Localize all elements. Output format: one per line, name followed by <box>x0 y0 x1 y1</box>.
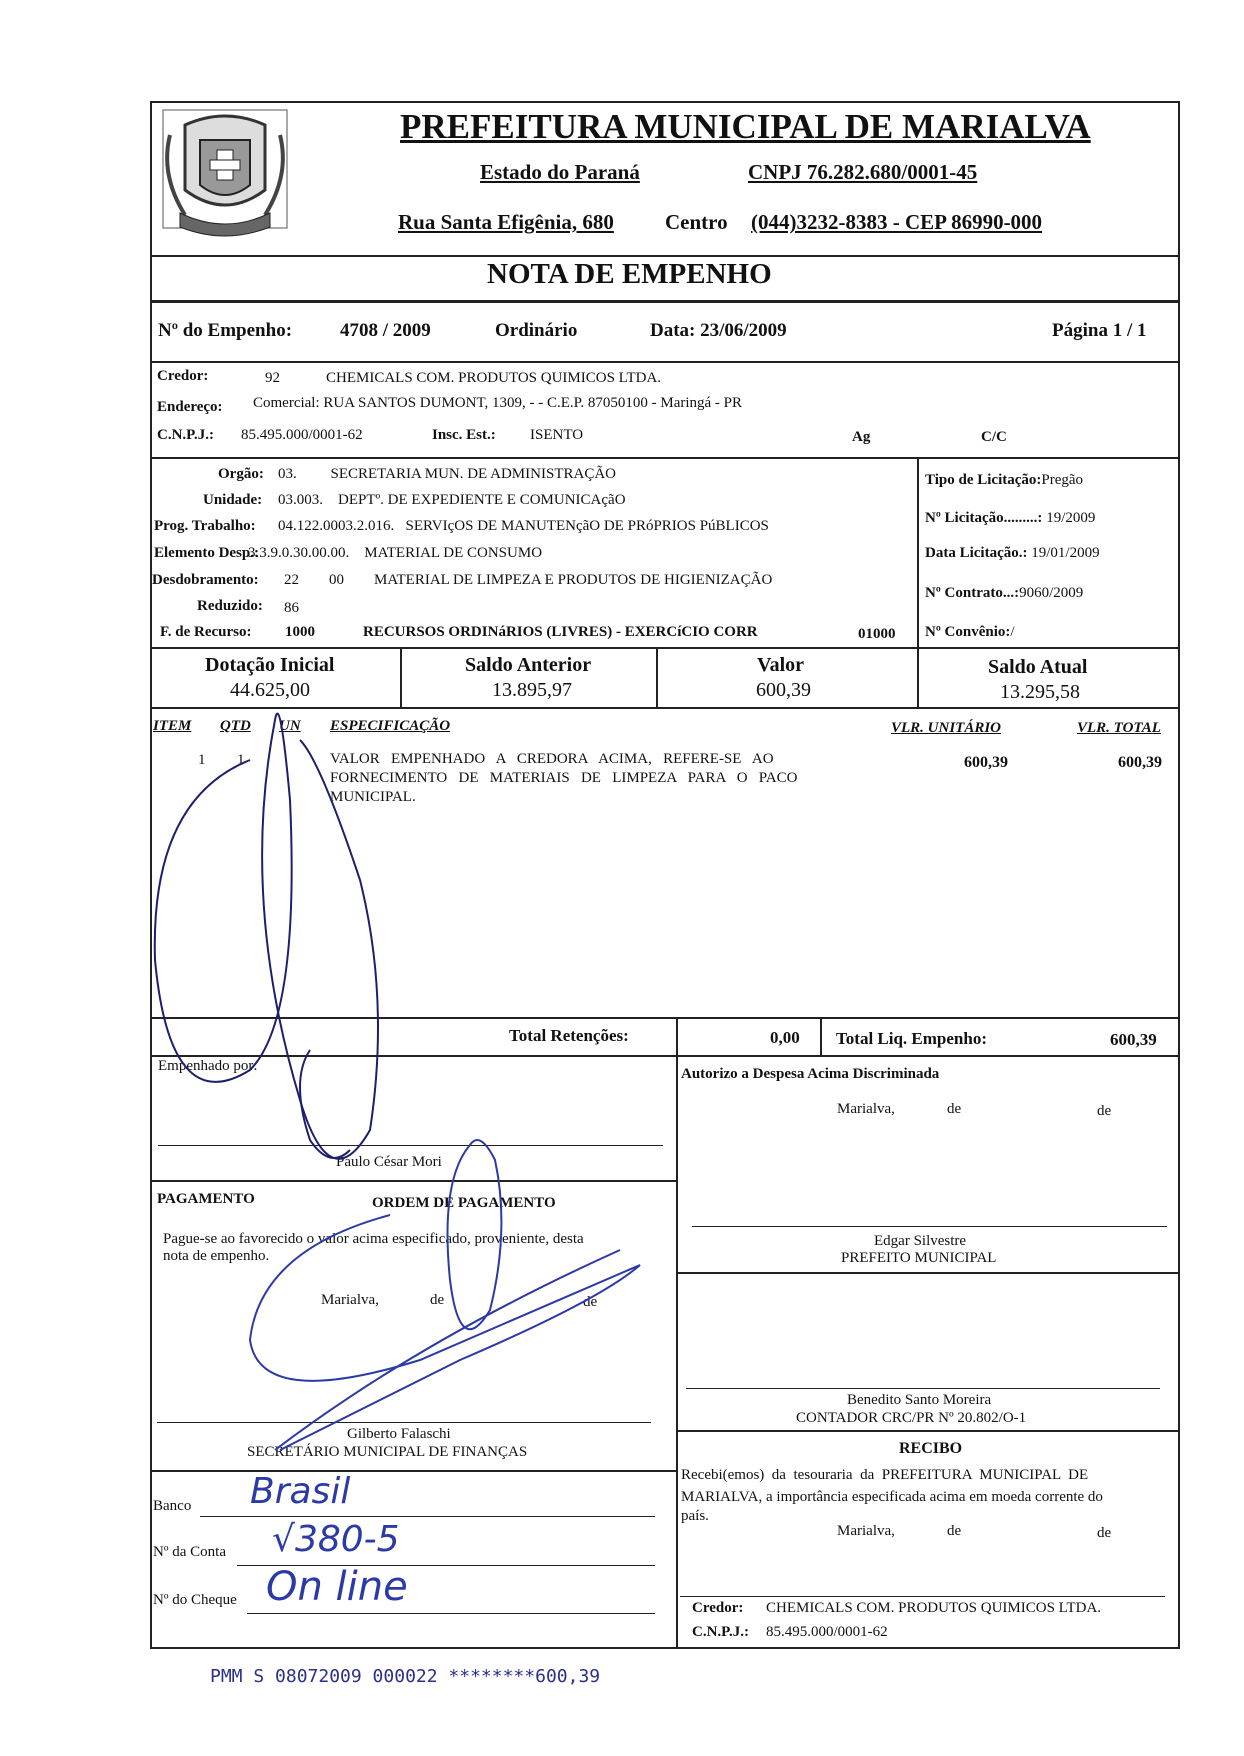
valor-label: Valor <box>757 654 805 676</box>
col-total: VLR. TOTAL <box>1077 720 1161 736</box>
licitacao-contrato: Nº Contrato...:9060/2009 <box>925 585 1084 601</box>
recibo-text-line1: Recebi(emos) da tesouraria da PREFEITURA MUNICIPAL DE <box>681 1467 1089 1483</box>
credor-name: CHEMICALS COM. PRODUTOS QUIMICOS LTDA. <box>326 370 662 386</box>
pagamento-text-line1: Pague-se ao favorecido o valor acima especificado, proveniente, desta <box>163 1231 584 1247</box>
page-number: Página 1 / 1 <box>1052 320 1147 341</box>
autorizo-de1: de <box>947 1101 962 1117</box>
liq-label: Total Liq. Empenho: <box>836 1029 987 1048</box>
dotacao-value: 44.625,00 <box>230 679 310 701</box>
licitacao-num: Nº Licitação.........: 19/2009 <box>925 510 1096 526</box>
empenhado-label: Empenhado por: <box>158 1058 258 1074</box>
atual-label: Saldo Atual <box>988 656 1088 678</box>
contador-role: CONTADOR CRC/PR Nº 20.802/O-1 <box>796 1410 1027 1426</box>
insc-label: Insc. Est.: <box>432 427 496 443</box>
pagamento-label: PAGAMENTO <box>157 1191 255 1207</box>
cheque-handwritten: On line <box>266 1564 408 1610</box>
recibo-credor-label: Credor: <box>692 1600 744 1616</box>
cheque-label: Nº do Cheque <box>153 1592 237 1608</box>
liq-value: 600,39 <box>1110 1030 1157 1049</box>
pagamento-de2: de <box>583 1294 598 1310</box>
recibo-place: Marialva, <box>837 1523 895 1539</box>
doc-title: NOTA DE EMPENHO <box>487 258 772 290</box>
district: Centro <box>665 210 728 234</box>
state-name: Estado do Paraná <box>480 160 640 184</box>
item-number: 1 <box>198 752 206 768</box>
recibo-de1: de <box>947 1523 962 1539</box>
secretario-name: Gilberto Falaschi <box>347 1426 451 1442</box>
conta-handwritten: √380-5 <box>272 1519 400 1560</box>
item-total-value: 600,39 <box>1118 754 1162 771</box>
prefeito-role: PREFEITO MUNICIPAL <box>841 1250 997 1266</box>
dotacao-label: Dotação Inicial <box>205 654 335 676</box>
retencoes-label: Total Retenções: <box>509 1026 629 1045</box>
orgao-label: Orgão: <box>218 466 264 482</box>
insc-value: ISENTO <box>530 427 584 443</box>
empenho-number: 4708 / 2009 <box>340 320 431 341</box>
pagamento-de1: de <box>430 1292 445 1308</box>
col-un: UN <box>279 718 301 734</box>
autorizo-label: Autorizo a Despesa Acima Discriminada <box>681 1066 940 1082</box>
phone-cep: (044)3232-8383 - CEP 86990-000 <box>751 210 1043 234</box>
cnpj-label: C.N.P.J.: <box>157 427 214 443</box>
cc-label: C/C <box>981 429 1007 445</box>
col-qtd: QTD <box>220 718 251 734</box>
recurso-num: 01000 <box>858 626 896 642</box>
item-spec-line2: FORNECIMENTO DE MATERIAIS DE LIMPEZA PARA O PACO <box>330 770 798 786</box>
prefeito-name: Edgar Silvestre <box>874 1233 967 1249</box>
recurso-code: 1000 <box>285 624 315 640</box>
cnpj-header: CNPJ 76.282.680/0001-45 <box>748 160 978 184</box>
recibo-text-line2: MARIALVA, a importância especificada acima em moeda corrente do <box>681 1489 1103 1505</box>
recibo-cnpj: 85.495.000/0001-62 <box>766 1624 888 1640</box>
empenho-date: Data: 23/06/2009 <box>650 320 787 341</box>
secretario-role: SECRETÁRIO MUNICIPAL DE FINANÇAS <box>247 1444 528 1460</box>
atual-value: 13.295,58 <box>1000 681 1080 703</box>
empenhado-name: Paulo César Mori <box>336 1154 442 1170</box>
empenho-label: Nº do Empenho: <box>158 320 293 341</box>
recibo-cnpj-label: C.N.P.J.: <box>692 1624 749 1640</box>
ordem-pagamento-title: ORDEM DE PAGAMENTO <box>372 1195 556 1211</box>
prog-value: 04.122.0003.2.016. SERVIçOS DE MANUTENçãO DE PRóPRIOS PúBLICOS <box>278 518 769 534</box>
contador-name: Benedito Santo Moreira <box>847 1392 992 1408</box>
anterior-value: 13.895,97 <box>492 679 572 701</box>
recurso-label: F. de Recurso: <box>160 624 252 640</box>
recibo-text-line3: país. <box>681 1508 709 1524</box>
banco-label: Banco <box>153 1498 192 1514</box>
empenho-type: Ordinário <box>495 320 578 341</box>
reduzido-value: 86 <box>284 600 299 616</box>
street-address: Rua Santa Efigênia, 680 <box>398 210 614 234</box>
licitacao-convenio: Nº Convênio:/ <box>925 624 1015 640</box>
prog-label: Prog. Trabalho: <box>154 518 256 534</box>
licitacao-tipo: Tipo de Licitação:Pregão <box>925 472 1084 488</box>
payment-stamp: PMM S 08072009 000022 ********600,39 <box>210 1666 601 1687</box>
credor-label: Credor: <box>157 368 209 384</box>
anterior-label: Saldo Anterior <box>465 654 592 676</box>
item-spec-line1: VALOR EMPENHADO A CREDORA ACIMA, REFERE-SE AO <box>330 751 774 767</box>
col-item: ITEM <box>153 718 192 734</box>
col-spec: ESPECIFICAÇÃO <box>330 718 451 734</box>
item-spec-line3: MUNICIPAL. <box>330 789 416 805</box>
credor-code: 92 <box>265 370 280 386</box>
recibo-title: RECIBO <box>899 1440 963 1457</box>
col-unit: VLR. UNITÁRIO <box>891 720 1002 736</box>
pagamento-text-line2: nota de empenho. <box>163 1248 270 1264</box>
banco-handwritten: Brasil <box>250 1471 351 1512</box>
page-title: PREFEITURA MUNICIPAL DE MARIALVA <box>400 107 1091 146</box>
recibo-credor-name: CHEMICALS COM. PRODUTOS QUIMICOS LTDA. <box>766 1600 1102 1616</box>
licitacao-data: Data Licitação.: 19/01/2009 <box>925 545 1100 561</box>
autorizo-de2: de <box>1097 1103 1112 1119</box>
elem-value: 3.3.9.0.30.00.00. MATERIAL DE CONSUMO <box>248 545 543 561</box>
autorizo-place: Marialva, <box>837 1101 895 1117</box>
address-label: Endereço: <box>157 399 223 415</box>
ag-label: Ag <box>852 429 871 445</box>
recibo-de2: de <box>1097 1525 1112 1541</box>
desdob-label: Desdobramento: <box>152 572 259 588</box>
orgao-value: 03. SECRETARIA MUN. DE ADMINISTRAÇÃO <box>278 466 616 482</box>
valor-value: 600,39 <box>756 679 811 701</box>
pagamento-place: Marialva, <box>321 1292 379 1308</box>
desdob-value: 22 00 MATERIAL DE LIMPEZA E PRODUTOS DE HIGIENIZAÇÃO <box>284 572 773 588</box>
credor-address: Comercial: RUA SANTOS DUMONT, 1309, - - C.E.P. 87050100 - Maringá - PR <box>253 395 743 411</box>
retencoes-value: 0,00 <box>770 1028 800 1047</box>
elem-label: Elemento Desp.: <box>154 545 259 561</box>
conta-label: Nº da Conta <box>153 1544 226 1560</box>
unidade-value: 03.003. DEPTº. DE EXPEDIENTE E COMUNICAçãO <box>278 492 626 508</box>
credor-cnpj: 85.495.000/0001-62 <box>241 427 363 443</box>
unidade-label: Unidade: <box>203 492 263 508</box>
recurso-name: RECURSOS ORDINáRIOS (LIVRES) - EXERCíCIO CORR <box>363 624 758 640</box>
item-unit-value: 600,39 <box>964 754 1008 771</box>
reduzido-label: Reduzido: <box>197 598 263 614</box>
item-qtd: 1 <box>237 752 245 768</box>
